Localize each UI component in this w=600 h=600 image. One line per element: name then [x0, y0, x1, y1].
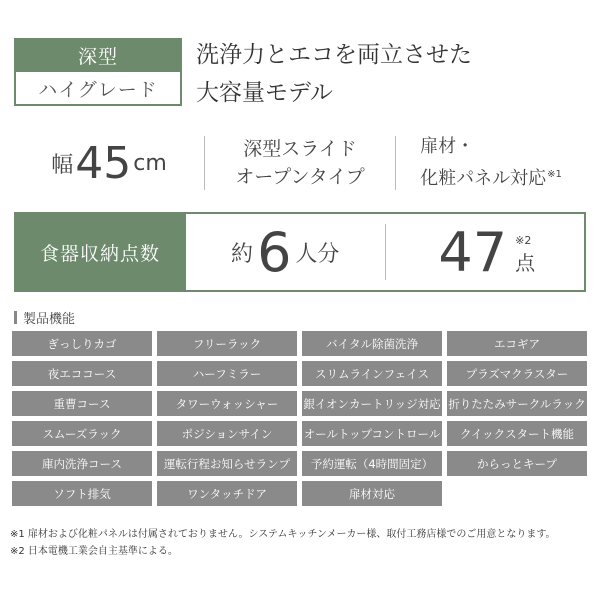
feature-tag: ハーフミラー [157, 361, 297, 386]
feature-tag: 折りたたみサークルラック [447, 391, 587, 416]
feature-tag: プラズマクラスター [447, 361, 587, 386]
feature-tag: 銀イオンカートリッジ対応 [302, 391, 442, 416]
door-note-ref: ※1 [547, 169, 562, 180]
people-unit: 人分 [295, 241, 340, 267]
items-note-ref: ※2 [515, 234, 532, 247]
capacity-frame [186, 212, 586, 292]
feature-tag: フリーラック [157, 331, 297, 356]
feature-tag: タワーウォッシャー [157, 391, 297, 416]
footnote-2: ※2 日本電機工業会自主基準による。 [10, 546, 178, 557]
footnotes [10, 526, 556, 560]
spec-row [14, 128, 586, 198]
feature-tag: エコギア [447, 331, 587, 356]
model-badge [14, 38, 182, 110]
feature-tag: 扉材対応 [302, 481, 442, 506]
width-value: 45 [75, 137, 132, 189]
feature-tag: ワンタッチドア [157, 481, 297, 506]
type-line-1: 深型スライド [243, 138, 357, 160]
headline-line-1: 洗浄力とエコを両立させた [196, 42, 472, 68]
feature-tag: ポジションサイン [157, 421, 297, 446]
heading-bar [14, 311, 17, 324]
headline [196, 36, 472, 112]
capacity-label: 食器収納点数 [14, 212, 186, 292]
feature-tag: 運転行程お知らせランプ [157, 451, 297, 476]
feature-tag: ぎっしりカゴ [12, 331, 152, 356]
headline-line-2: 大容量モデル [196, 80, 333, 106]
feature-grid [12, 331, 588, 506]
feature-tag: 予約運転（4時間固定） [302, 451, 442, 476]
capacity-people [186, 214, 385, 290]
items-unit: 点 [515, 251, 536, 275]
door-line-2: 化粧パネル対応 [420, 168, 547, 189]
feature-tag: オールトップコントロール [302, 421, 442, 446]
capacity-items [386, 214, 585, 290]
door-line-1: 扉材・ [420, 136, 475, 157]
people-value: 6 [257, 220, 292, 284]
features-heading [14, 308, 75, 327]
items-value: 47 [438, 220, 508, 284]
badge-type: 深型 [14, 38, 182, 72]
width-unit: cm [133, 150, 167, 176]
footnote-1: ※1 扉材および化粧パネルは付属されておりません。システムキッチンメーカー様、取付工務店様でのご用意となります。 [10, 529, 556, 540]
feature-tag: スリムラインフェイス [302, 361, 442, 386]
feature-tag: クイックスタート機能 [447, 421, 587, 446]
feature-tag: 重曹コース [12, 391, 152, 416]
width-spec [14, 128, 204, 198]
feature-tag: からっとキープ [447, 451, 587, 476]
door-spec [396, 128, 586, 198]
feature-tag: バイタル除菌洗浄 [302, 331, 442, 356]
type-spec [205, 128, 395, 198]
badge-grade: ハイグレード [14, 72, 182, 106]
feature-tag: ソフト排気 [12, 481, 152, 506]
people-prefix: 約 [231, 241, 254, 267]
capacity-row [14, 212, 586, 292]
features-title: 製品機能 [23, 312, 76, 327]
feature-tag: 夜エココース [12, 361, 152, 386]
type-line-2: オープンタイプ [235, 166, 365, 188]
feature-tag: 庫内洗浄コース [12, 451, 152, 476]
width-label: 幅 [51, 152, 74, 178]
feature-tag: スムーズラック [12, 421, 152, 446]
